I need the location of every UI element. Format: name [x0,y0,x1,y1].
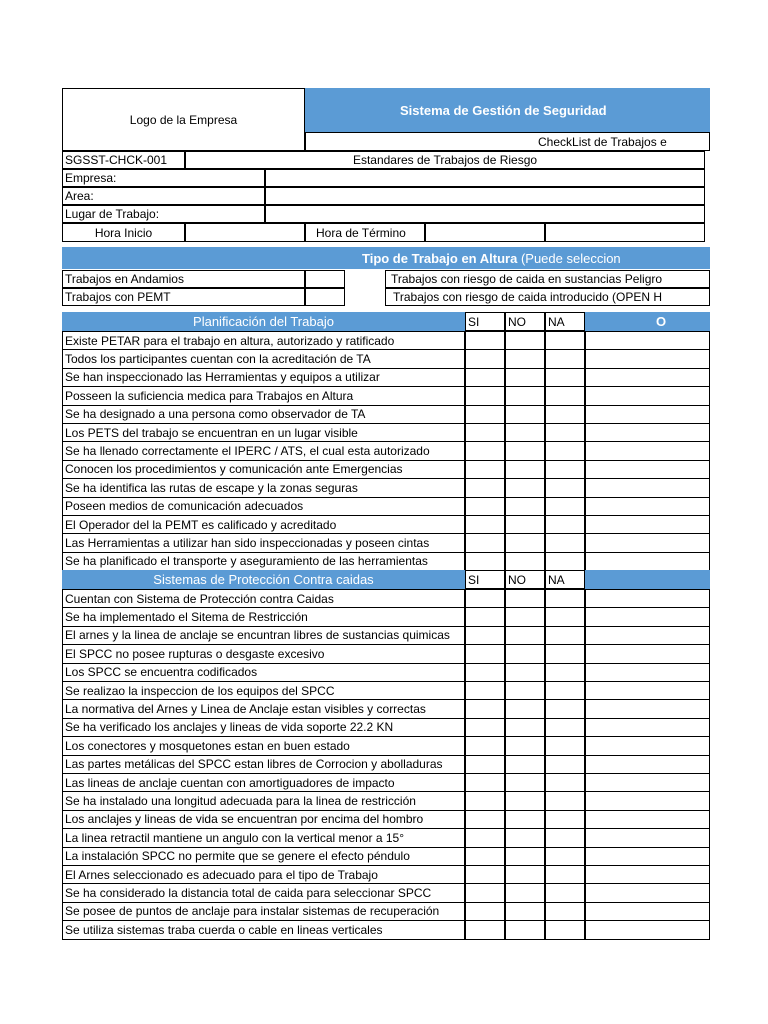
proteccion-item-obs[interactable] [585,607,710,626]
planificacion-item-no[interactable] [505,349,545,368]
planificacion-item-si[interactable] [465,405,505,424]
planificacion-item-obs[interactable] [585,533,710,552]
system-title: Sistema de Gestión de Seguridad [305,88,710,132]
tipo-trabajo-note: (Puede seleccion [520,250,621,266]
planificacion-item-label: Los PETS del trabajo se encuentran en un lugar visible [62,423,465,442]
planificacion-item-label: Se ha llenado correctamente el IPERC / ATS, el cual esta autorizado [62,441,465,460]
planificacion-item-si[interactable] [465,441,505,460]
planificacion-item-na[interactable] [545,441,585,460]
proteccion-item-no[interactable] [505,736,545,755]
hora-termino-label: Hora de Término [305,223,425,242]
planificacion-item-no[interactable] [505,552,545,571]
proteccion-item-obs[interactable] [585,626,710,645]
planificacion-item-si[interactable] [465,552,505,571]
planificacion-item-si[interactable] [465,386,505,405]
planificacion-item-no[interactable] [505,423,545,442]
planificacion-item-label: Posseen la suficiencia medica para Trabajos en Altura [62,386,465,405]
planificacion-item-obs[interactable] [585,478,710,497]
planificacion-item-label: Poseen medios de comunicación adecuados [62,497,465,516]
proteccion-item-no[interactable] [505,718,545,737]
planificacion-item-obs[interactable] [585,405,710,424]
planificacion-item-na[interactable] [545,552,585,571]
proteccion-item-label: El SPCC no posee rupturas o desgaste excesivo [62,644,465,663]
proteccion-item-no[interactable] [505,626,545,645]
proteccion-item-obs[interactable] [585,920,710,939]
proteccion-item-si[interactable] [465,883,505,902]
planificacion-item-si[interactable] [465,533,505,552]
proteccion-item-na[interactable] [545,773,585,792]
proteccion-item-na[interactable] [545,718,585,737]
proteccion-item-obs[interactable] [585,902,710,921]
planificacion-item-na[interactable] [545,497,585,516]
proteccion-item-no[interactable] [505,828,545,847]
proteccion-item-no[interactable] [505,589,545,608]
planificacion-item-label: Las Herramientas a utilizar han sido inspeccionadas y poseen cintas [62,533,465,552]
proteccion-item-no[interactable] [505,644,545,663]
planificacion-item-si[interactable] [465,460,505,479]
planificacion-item-na[interactable] [545,368,585,387]
proteccion-title: Sistemas de Protección Contra caidas [62,570,465,589]
proteccion-item-na[interactable] [545,755,585,774]
proteccion-item-si[interactable] [465,920,505,939]
proteccion-item-na[interactable] [545,902,585,921]
document-code: SGSST-CHCK-001 [62,151,185,169]
proteccion-item-na[interactable] [545,681,585,700]
proteccion-item-label: Cuentan con Sistema de Protección contra Caidas [62,589,465,608]
col-na-header: NA [545,312,585,331]
planificacion-item-no[interactable] [505,478,545,497]
proteccion-item-si[interactable] [465,607,505,626]
proteccion-item-label: El arnes y la linea de anclaje se encuntran libres de sustancias quimicas [62,626,465,645]
proteccion-item-na[interactable] [545,663,585,682]
proteccion-item-obs[interactable] [585,644,710,663]
proteccion-item-label: Se posee de puntos de anclaje para instalar sistemas de recuperación [62,902,465,921]
proteccion-item-obs[interactable] [585,865,710,884]
proteccion-item-obs[interactable] [585,791,710,810]
proteccion-item-label: Los SPCC se encuentra codificados [62,663,465,682]
proteccion-item-no[interactable] [505,755,545,774]
proteccion-item-no[interactable] [505,865,545,884]
proteccion-item-si[interactable] [465,810,505,829]
area-label: Area: [62,187,265,205]
proteccion-item-label: Se utiliza sistemas traba cuerda o cable en lineas verticales [62,920,465,939]
planificacion-item-no[interactable] [505,331,545,350]
proteccion-item-obs[interactable] [585,810,710,829]
proteccion-item-no[interactable] [505,791,545,810]
lugar-label: Lugar de Trabajo: [62,205,265,223]
planificacion-item-label: El Operador del la PEMT es calificado y acreditado [62,515,465,534]
proteccion-item-label: La linea retractil mantiene un angulo con la vertical menor a 15° [62,828,465,847]
lugar-field[interactable] [265,205,705,223]
option-andamios-label: Trabajos en Andamios [62,270,305,288]
proteccion-item-obs[interactable] [585,699,710,718]
checklist-subtitle: CheckList de Trabajos e [305,132,710,151]
planificacion-item-na[interactable] [545,405,585,424]
proteccion-item-obs[interactable] [585,663,710,682]
proteccion-item-si[interactable] [465,699,505,718]
planificacion-item-obs[interactable] [585,368,710,387]
proteccion-item-label: Las partes metálicas del SPCC estan libres de Corrocion y abolladuras [62,755,465,774]
proteccion-item-si[interactable] [465,847,505,866]
planificacion-item-no[interactable] [505,405,545,424]
proteccion-item-si[interactable] [465,589,505,608]
proteccion-item-si[interactable] [465,736,505,755]
proteccion-item-na[interactable] [545,736,585,755]
planificacion-item-obs[interactable] [585,460,710,479]
proteccion-item-na[interactable] [545,865,585,884]
planificacion-item-obs[interactable] [585,515,710,534]
proteccion-item-na[interactable] [545,626,585,645]
hora-inicio-label: Hora Inicio [62,223,185,242]
col-na-header-2: NA [545,570,585,589]
tipo-trabajo-title: Tipo de Trabajo en Altura [362,250,518,266]
planificacion-item-obs[interactable] [585,386,710,405]
proteccion-item-si[interactable] [465,865,505,884]
planificacion-item-no[interactable] [505,515,545,534]
col-obs-header-2 [585,570,710,589]
proteccion-item-label: La normativa del Arnes y Linea de Anclaje estan visibles y correctas [62,699,465,718]
proteccion-item-na[interactable] [545,847,585,866]
planificacion-item-na[interactable] [545,533,585,552]
hora-inicio-field[interactable] [185,223,305,242]
proteccion-item-label: Se ha implementado el Sitema de Restricción [62,607,465,626]
proteccion-item-no[interactable] [505,773,545,792]
proteccion-item-obs[interactable] [585,589,710,608]
proteccion-item-si[interactable] [465,755,505,774]
hora-extra-field[interactable] [545,223,705,242]
option-andamios-checkbox[interactable] [305,270,345,288]
proteccion-item-obs[interactable] [585,883,710,902]
proteccion-item-obs[interactable] [585,773,710,792]
planificacion-item-obs[interactable] [585,552,710,571]
planificacion-item-label: Todos los participantes cuentan con la acreditación de TA [62,349,465,368]
planificacion-item-si[interactable] [465,478,505,497]
proteccion-item-si[interactable] [465,718,505,737]
proteccion-item-no[interactable] [505,681,545,700]
planificacion-item-si[interactable] [465,497,505,516]
planificacion-item-na[interactable] [545,349,585,368]
planificacion-item-obs[interactable] [585,497,710,516]
proteccion-item-obs[interactable] [585,847,710,866]
planificacion-item-obs[interactable] [585,349,710,368]
proteccion-item-obs[interactable] [585,681,710,700]
planificacion-item-label: Conocen los procedimientos y comunicación ante Emergencias [62,460,465,479]
planificacion-item-no[interactable] [505,533,545,552]
tipo-trabajo-header [62,247,710,269]
col-obs-header: O [585,312,710,331]
planificacion-item-label: Existe PETAR para el trabajo en altura, autorizado y ratificado [62,331,465,350]
proteccion-item-obs[interactable] [585,718,710,737]
planificacion-item-na[interactable] [545,460,585,479]
proteccion-item-no[interactable] [505,607,545,626]
option-sustancias-label: Trabajos con riesgo de caida en sustancias Peligro [385,270,710,288]
proteccion-item-na[interactable] [545,699,585,718]
proteccion-item-no[interactable] [505,883,545,902]
proteccion-item-no[interactable] [505,663,545,682]
planificacion-item-obs[interactable] [585,331,710,350]
proteccion-item-si[interactable] [465,828,505,847]
standards-label: Estandares de Trabajos de Riesgo [185,151,705,169]
planificacion-item-na[interactable] [545,386,585,405]
col-no-header-2: NO [505,570,545,589]
proteccion-item-na[interactable] [545,607,585,626]
planificacion-item-no[interactable] [505,368,545,387]
proteccion-item-si[interactable] [465,626,505,645]
proteccion-item-label: El Arnes seleccionado es adecuado para el tipo de Trabajo [62,865,465,884]
proteccion-item-no[interactable] [505,847,545,866]
proteccion-item-na[interactable] [545,883,585,902]
proteccion-item-label: La instalación SPCC no permite que se genere el efecto péndulo [62,847,465,866]
proteccion-item-si[interactable] [465,644,505,663]
planificacion-item-label: Se ha planificado el transporte y aseguramiento de las herramientas [62,552,465,571]
proteccion-item-na[interactable] [545,810,585,829]
proteccion-item-label: Se realizao la inspeccion de los equipos del SPCC [62,681,465,700]
planificacion-item-label: Se ha identifica las rutas de escape y la zonas seguras [62,478,465,497]
col-si-header: SI [465,312,505,331]
option-open-hole-label: Trabajos con riesgo de caida introducido (OPEN H [385,288,710,306]
proteccion-item-obs[interactable] [585,736,710,755]
proteccion-item-si[interactable] [465,902,505,921]
proteccion-item-obs[interactable] [585,755,710,774]
planificacion-title: Planificación del Trabajo [62,312,465,331]
proteccion-item-label: Se ha verificado los anclajes y lineas de vida soporte 22.2 KN [62,718,465,737]
company-logo-placeholder: Logo de la Empresa [62,88,305,151]
planificacion-item-obs[interactable] [585,441,710,460]
planificacion-item-si[interactable] [465,349,505,368]
proteccion-item-label: Las lineas de anclaje cuentan con amortiguadores de impacto [62,773,465,792]
planificacion-item-na[interactable] [545,478,585,497]
planificacion-item-na[interactable] [545,331,585,350]
proteccion-item-obs[interactable] [585,828,710,847]
empresa-label: Empresa: [62,169,265,187]
planificacion-item-si[interactable] [465,515,505,534]
planificacion-item-si[interactable] [465,368,505,387]
hora-termino-field[interactable] [425,223,545,242]
proteccion-item-na[interactable] [545,791,585,810]
proteccion-item-no[interactable] [505,902,545,921]
proteccion-item-si[interactable] [465,791,505,810]
proteccion-item-label: Los conectores y mosquetones estan en buen estado [62,736,465,755]
option-pemt-checkbox[interactable] [305,288,345,306]
proteccion-item-no[interactable] [505,810,545,829]
proteccion-item-si[interactable] [465,681,505,700]
planificacion-item-na[interactable] [545,423,585,442]
option-pemt-label: Trabajos con PEMT [62,288,305,306]
col-si-header-2: SI [465,570,505,589]
planificacion-item-label: Se han inspeccionado las Herramientas y equipos a utilizar [62,368,465,387]
proteccion-item-label: Se ha instalado una longitud adecuada para la linea de restricción [62,791,465,810]
planificacion-item-no[interactable] [505,460,545,479]
planificacion-item-no[interactable] [505,441,545,460]
planificacion-item-obs[interactable] [585,423,710,442]
planificacion-item-na[interactable] [545,515,585,534]
proteccion-item-na[interactable] [545,828,585,847]
proteccion-item-label: Los anclajes y lineas de vida se encuentran por encima del hombro [62,810,465,829]
planificacion-item-si[interactable] [465,423,505,442]
proteccion-item-na[interactable] [545,644,585,663]
proteccion-item-si[interactable] [465,773,505,792]
proteccion-item-na[interactable] [545,589,585,608]
planificacion-item-si[interactable] [465,331,505,350]
col-no-header: NO [505,312,545,331]
planificacion-item-no[interactable] [505,497,545,516]
proteccion-item-label: Se ha considerado la distancia total de caida para seleccionar SPCC [62,883,465,902]
proteccion-item-si[interactable] [465,663,505,682]
proteccion-item-na[interactable] [545,920,585,939]
planificacion-item-no[interactable] [505,386,545,405]
proteccion-item-no[interactable] [505,920,545,939]
proteccion-item-no[interactable] [505,699,545,718]
empresa-field[interactable] [265,169,705,187]
area-field[interactable] [265,187,705,205]
planificacion-item-label: Se ha designado a una persona como observador de TA [62,405,465,424]
